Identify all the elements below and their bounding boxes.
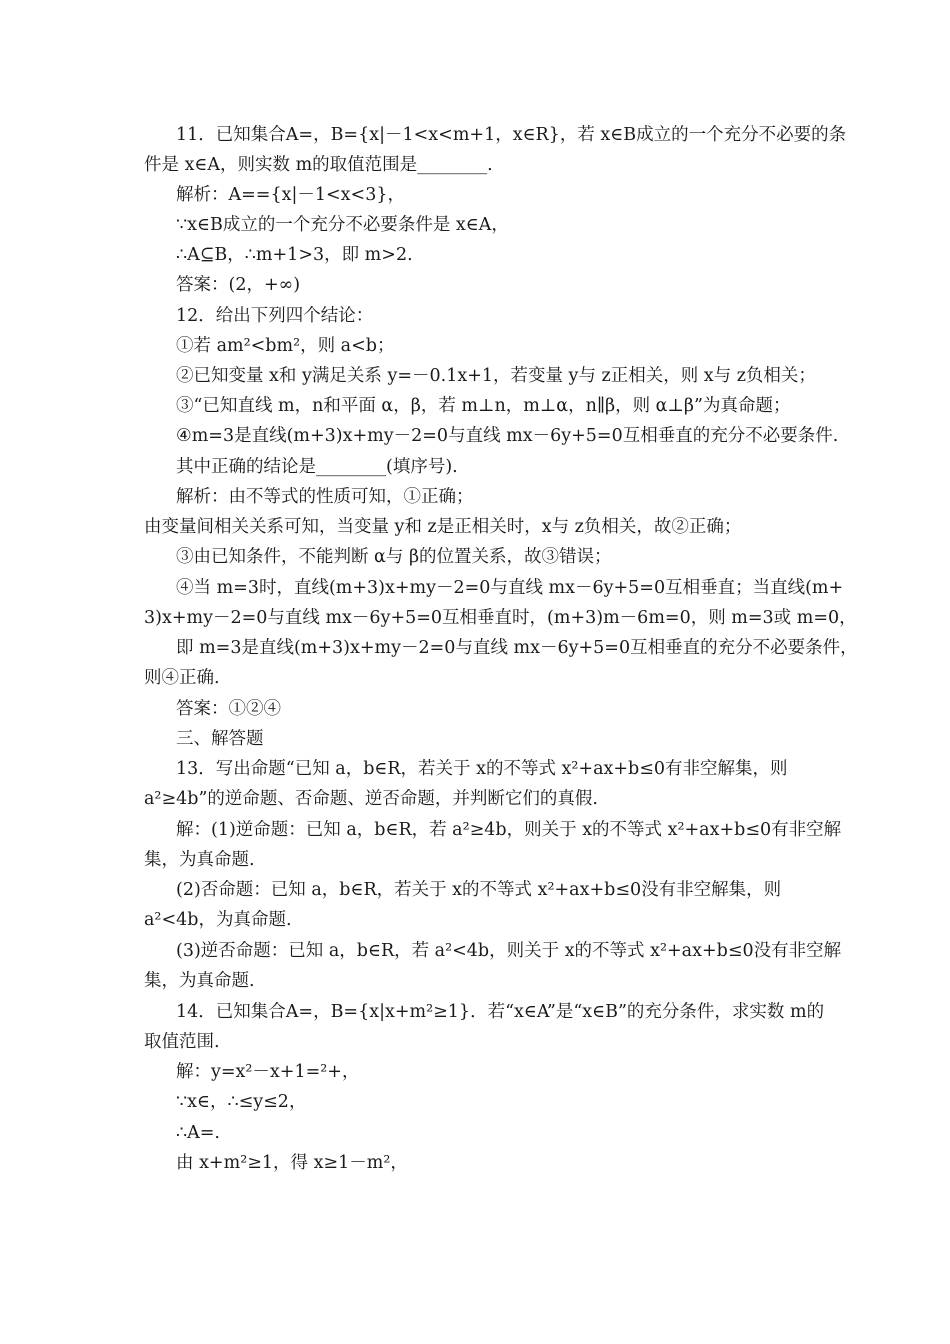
answer-12: 答案：①②④: [176, 699, 281, 719]
problem-12-item-2: ②已知变量 x和 y满足关系 y=－0.1x+1，若变量 y与 z正相关，则 x与 z负相关；: [176, 366, 816, 386]
problem-12-question: 其中正确的结论是________(填序号).: [176, 457, 458, 477]
section-heading: 三、解答题: [176, 729, 264, 749]
solution-13-part-2-line-2: a²<4b，为真命题.: [144, 910, 292, 930]
problem-12-item-3: ③“已知直线 m，n和平面 α，β，若 m⊥n，m⊥α，n∥β，则 α⊥β”为真命题；: [176, 396, 791, 416]
solution-13-part-1-line-2: 集，为真命题.: [144, 850, 255, 870]
solution-13-part-2-line-1: (2)否命题：已知 a，b∈R，若关于 x的不等式 x²+ax+b≤0没有非空解集，则: [176, 880, 782, 900]
solution-13-part-3-line-2: 集，为真命题.: [144, 971, 255, 991]
solution-14-line-3: ∴A=.: [176, 1123, 220, 1143]
problem-12-item-1: ①若 am²<bm²，则 a<b；: [176, 336, 395, 356]
problem-11-line-1: 11．已知集合A=，B={x|－1<x<m+1，x∈R}，若 x∈B成立的一个充分不必要的条: [176, 125, 847, 145]
solution-11-line-1: 解析：A=={x|－1<x<3}，: [176, 185, 405, 205]
solution-12-line-7: 则④正确.: [144, 668, 220, 688]
solution-13-part-1-line-1: 解：(1)逆命题：已知 a，b∈R，若 a²≥4b，则关于 x的不等式 x²+ax+b≤0有非空解: [176, 820, 842, 840]
solution-14-line-1: 解：y=x²－x+1=²+，: [176, 1062, 360, 1082]
solution-13-part-3-line-1: (3)逆否命题：已知 a，b∈R，若 a²<4b，则关于 x的不等式 x²+ax+b≤0没有非空解: [176, 941, 842, 961]
solution-12-line-5: 3)x+my－2=0与直线 mx－6y+5=0互相垂直时，(m+3)m－6m=0，则 m=3或 m=0，: [144, 608, 857, 628]
answer-11: 答案：(2，+∞): [176, 275, 301, 295]
solution-12-line-2: 由变量间相关关系可知，当变量 y和 z是正相关时，x与 z负相关，故②正确；: [144, 517, 742, 537]
solution-11-line-2: ∵x∈B成立的一个充分不必要条件是 x∈A，: [176, 215, 509, 235]
solution-11-line-3: ∴A⊆B，∴m+1>3，即 m>2.: [176, 245, 413, 265]
solution-14-line-2: ∵x∈，∴≤y≤2，: [176, 1092, 307, 1112]
problem-12-item-4: ④m=3是直线(m+3)x+my－2=0与直线 mx－6y+5=0互相垂直的充分不必要条件.: [176, 426, 839, 446]
solution-12-line-3: ③由已知条件，不能判断 α与 β的位置关系，故③错误；: [176, 547, 612, 567]
problem-14-line-1: 14．已知集合A=，B={x|x+m²≥1}．若“x∈A”是“x∈B”的充分条件，求实数 m的: [176, 1002, 825, 1022]
solution-12-line-1: 解析：由不等式的性质可知，①正确；: [176, 487, 474, 507]
solution-12-line-6: 即 m=3是直线(m+3)x+my－2=0与直线 mx－6y+5=0互相垂直的充分不必要条件，: [176, 638, 858, 658]
problem-12-line-1: 12．给出下列四个结论：: [176, 306, 374, 326]
solution-12-line-4: ④当 m=3时，直线(m+3)x+my－2=0与直线 mx－6y+5=0互相垂直；当直线(m+: [176, 578, 844, 598]
solution-14-line-4: 由 x+m²≥1，得 x≥1－m²，: [176, 1153, 408, 1173]
problem-14-line-2: 取值范围.: [144, 1032, 220, 1052]
problem-13-line-1: 13．写出命题“已知 a，b∈R，若关于 x的不等式 x²+ax+b≤0有非空解集，则: [176, 759, 788, 779]
problem-11-line-2: 件是 x∈A，则实数 m的取值范围是________.: [144, 155, 493, 175]
problem-13-line-2: a²≥4b”的逆命题、否命题、逆否命题，并判断它们的真假.: [144, 789, 598, 809]
